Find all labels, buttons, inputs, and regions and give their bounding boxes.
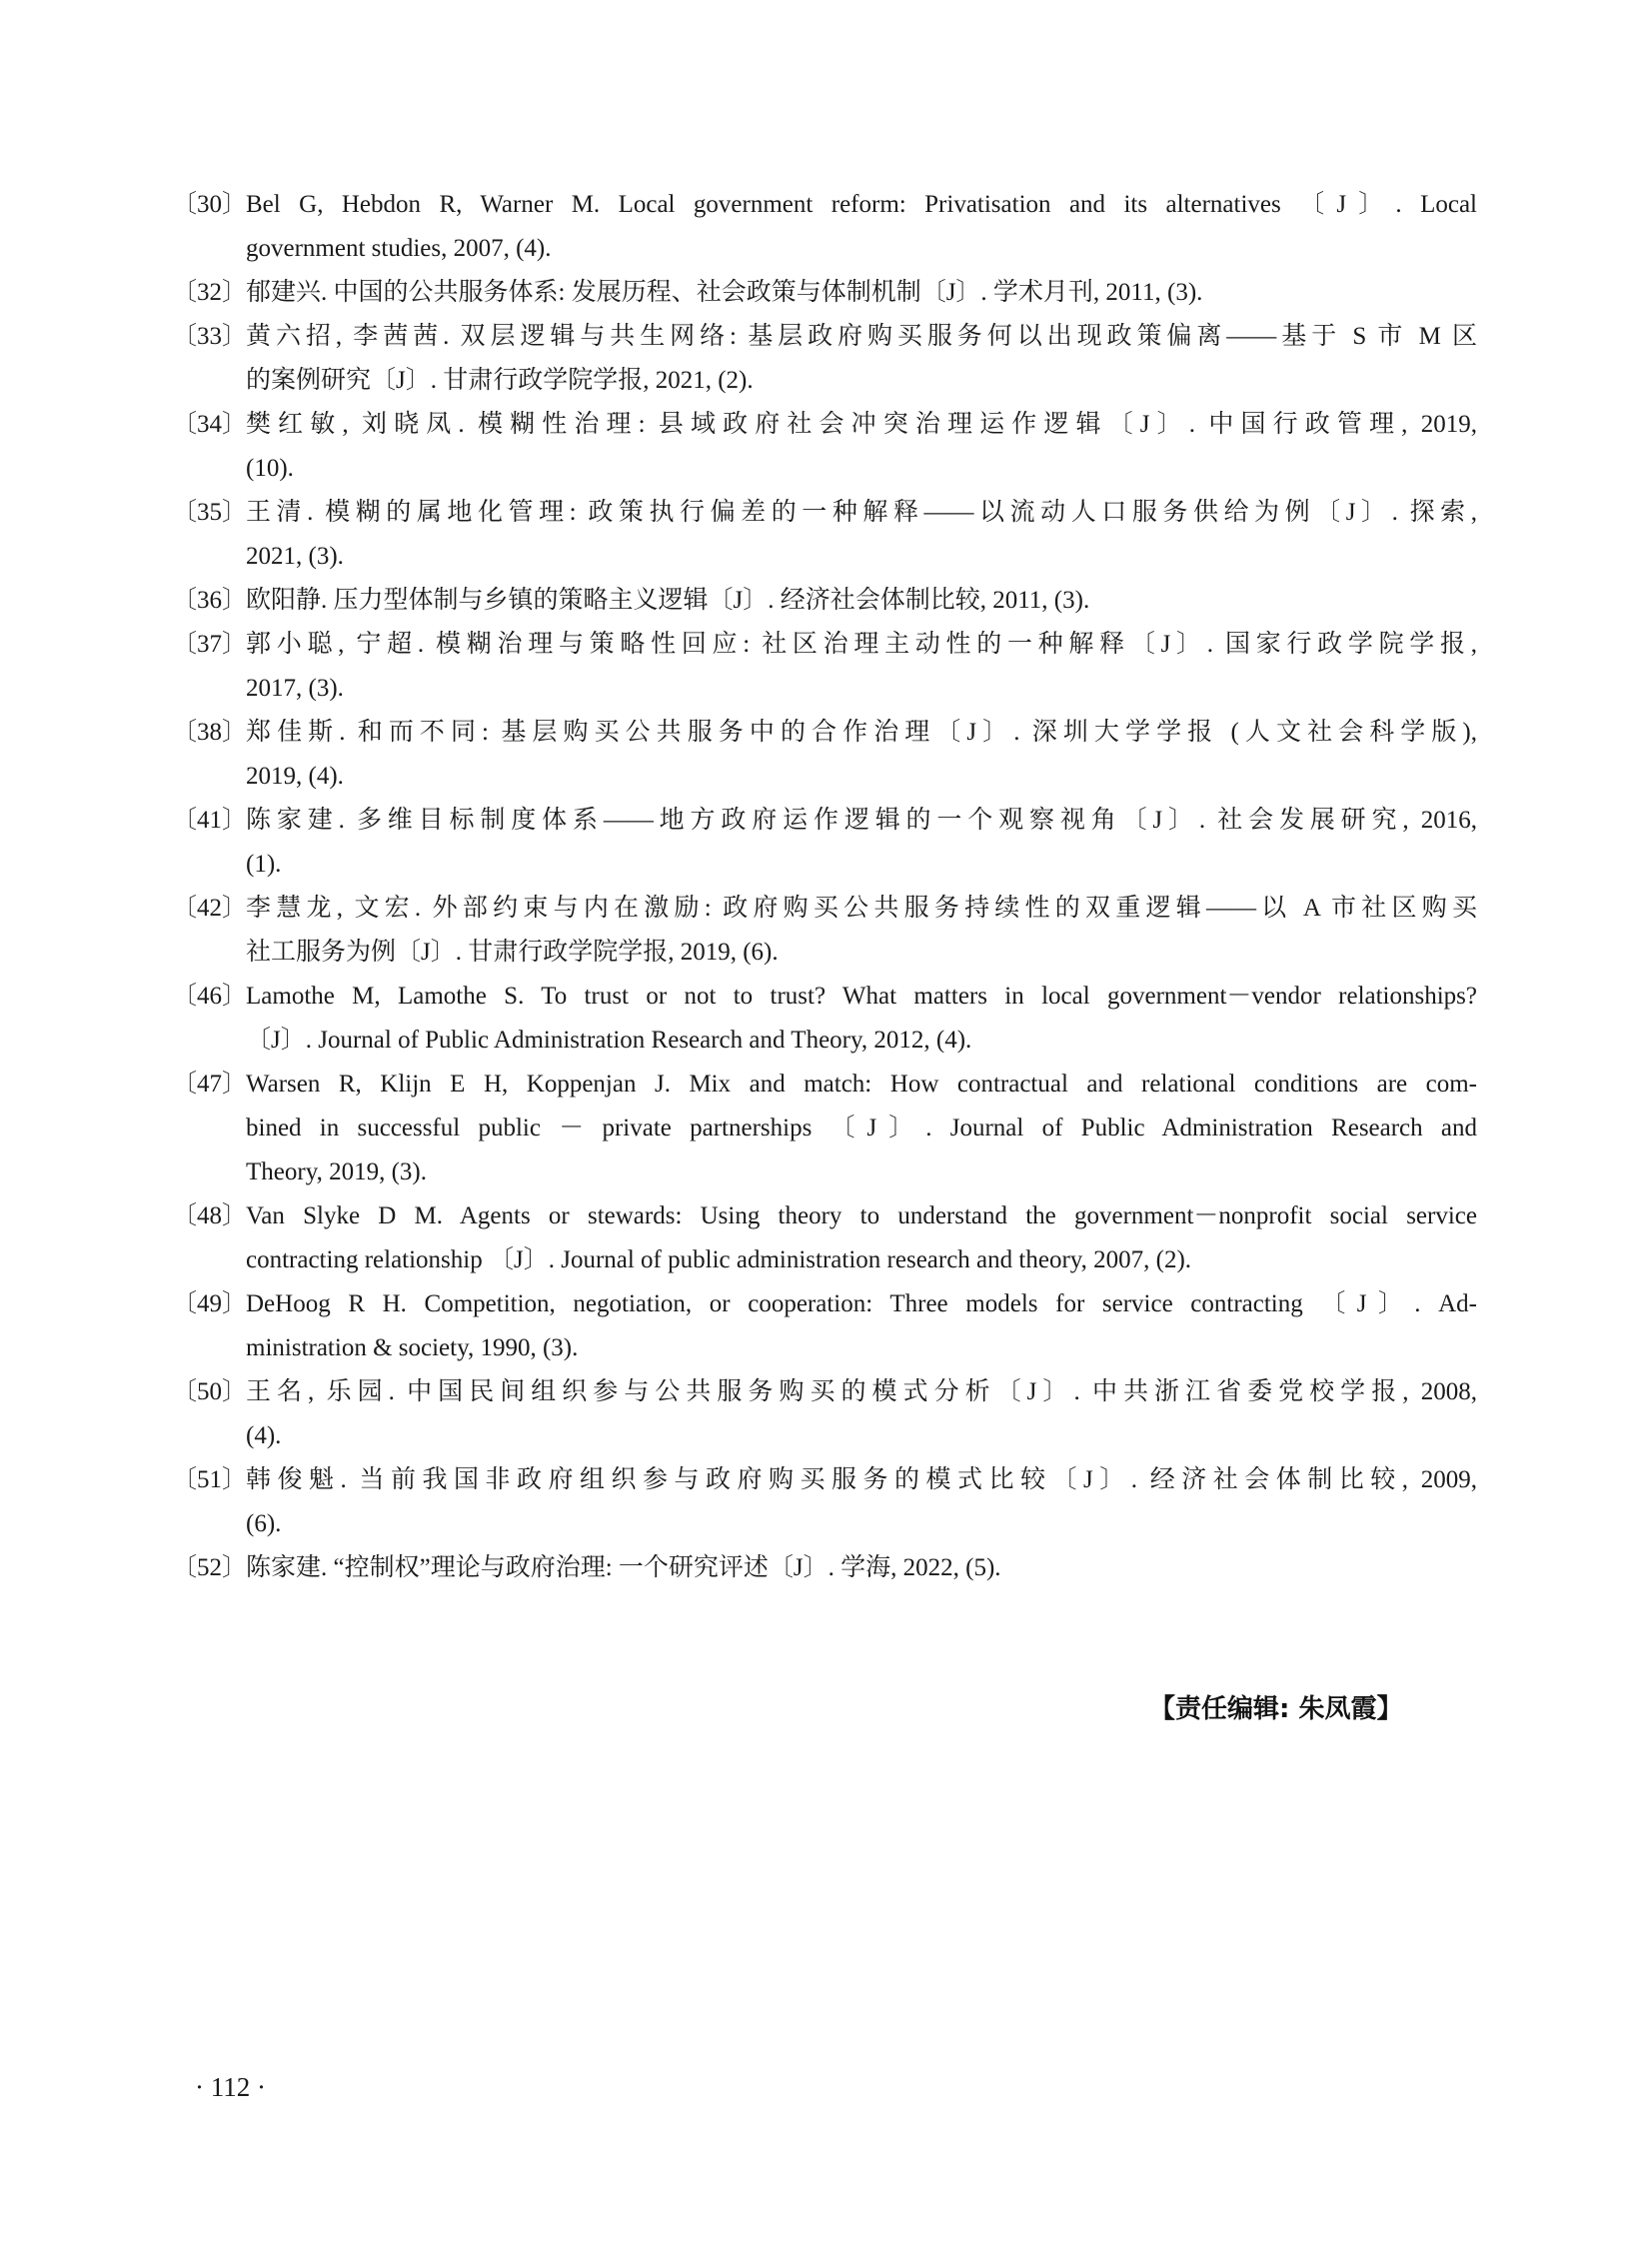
reference-number: 〔47〕 [172, 1071, 248, 1098]
reference-text-line: 陈家建. 多维目标制度体系——地方政府运作逻辑的一个观察视角〔J〕. 社会发展研究, 2016, [246, 807, 1477, 834]
reference-text-line: DeHoog R H. Competition, negotiation, or cooperation: Three models for service contracting 〔J〕. Ad- [246, 1290, 1477, 1317]
reference-text-line: 的案例研究〔J〕. 甘肃行政学院学报, 2021, (2). [246, 367, 754, 394]
reference-text-line: 郑佳斯. 和而不同: 基层购买公共服务中的合作治理〔J〕. 深圳大学学报 (人文社会科学版), [246, 719, 1477, 746]
reference-number: 〔48〕 [172, 1202, 248, 1229]
reference-text-line: (1). [246, 851, 282, 878]
reference-text-line: Van Slyke D M. Agents or stewards: Using theory to understand the government－nonprofit social service [246, 1202, 1477, 1229]
reference-text-line: 欧阳静. 压力型体制与乡镇的策略主义逻辑〔J〕. 经济社会体制比较, 2011, (3). [246, 587, 1090, 614]
reference-text-line: ministration & society, 1990, (3). [246, 1334, 579, 1361]
reference-text-line: 郭小聪, 宁超. 模糊治理与策略性回应: 社区治理主动性的一种解释〔J〕. 国家行政学院学报, [246, 631, 1477, 658]
reference-text-line: 〔J〕. Journal of Public Administration Research and Theory, 2012, (4). [246, 1027, 972, 1054]
reference-text-line: 王清. 模糊的属地化管理: 政策执行偏差的一种解释——以流动人口服务供给为例〔J〕. 探索, [246, 499, 1477, 526]
reference-text-line: government studies, 2007, (4). [246, 235, 552, 262]
reference-number: 〔32〕 [172, 279, 248, 306]
reference-text-line: 社工服务为例〔J〕. 甘肃行政学院学报, 2019, (6). [246, 939, 779, 966]
reference-text-line: 王名, 乐园. 中国民间组织参与公共服务购买的模式分析〔J〕. 中共浙江省委党校学报, 2008, [246, 1378, 1477, 1405]
responsible-editor: 【责任编辑: 朱凤霞】 [1149, 1694, 1403, 1724]
reference-text-line: 黄六招, 李茜茜. 双层逻辑与共生网络: 基层政府购买服务何以出现政策偏离——基于 S 市 M 区 [246, 323, 1477, 350]
reference-text-line: (4). [246, 1422, 282, 1449]
reference-number: 〔50〕 [172, 1378, 248, 1405]
reference-number: 〔51〕 [172, 1466, 248, 1493]
reference-number: 〔34〕 [172, 411, 248, 438]
reference-text-line: contracting relationship 〔J〕. Journal of public administration research and theory, 2007, (2). [246, 1246, 1192, 1273]
reference-number: 〔35〕 [172, 499, 248, 526]
reference-number: 〔30〕 [172, 191, 248, 218]
reference-text-line: 陈家建. “控制权”理论与政府治理: 一个研究评述〔J〕. 学海, 2022, (5). [246, 1554, 1001, 1581]
reference-text-line: 韩俊魁. 当前我国非政府组织参与政府购买服务的模式比较〔J〕. 经济社会体制比较, 2009, [246, 1466, 1477, 1493]
reference-text-line: 李慧龙, 文宏. 外部约束与内在激励: 政府购买公共服务持续性的双重逻辑——以 A 市社区购买 [246, 895, 1477, 922]
reference-number: 〔42〕 [172, 895, 248, 922]
reference-text-line: (6). [246, 1510, 282, 1537]
reference-text-line: Theory, 2019, (3). [246, 1158, 427, 1185]
reference-text-line: Bel G, Hebdon R, Warner M. Local government reform: Privatisation and its alternatives 〔J〕. Local [246, 191, 1477, 218]
reference-text-line: 2019, (4). [246, 763, 344, 790]
reference-text-line: Warsen R, Klijn E H, Koppenjan J. Mix and match: How contractual and relational conditions are com- [246, 1071, 1477, 1098]
reference-text-line: 樊红敏, 刘晓凤. 模糊性治理: 县域政府社会冲突治理运作逻辑〔J〕. 中国行政管理, 2019, [246, 411, 1477, 438]
reference-text-line: 2021, (3). [246, 543, 344, 570]
reference-number: 〔36〕 [172, 587, 248, 614]
page-number: · 112 · [195, 2072, 266, 2102]
reference-number: 〔33〕 [172, 323, 248, 350]
reference-number: 〔46〕 [172, 983, 248, 1010]
reference-number: 〔41〕 [172, 807, 248, 834]
reference-text-line: 2017, (3). [246, 675, 344, 702]
reference-number: 〔37〕 [172, 631, 248, 658]
reference-number: 〔49〕 [172, 1290, 248, 1317]
reference-number: 〔38〕 [172, 719, 248, 746]
reference-text-line: (10). [246, 455, 294, 482]
reference-text-line: bined in successful public － private partnerships 〔J〕. Journal of Public Administration Research and [246, 1115, 1477, 1141]
reference-number: 〔52〕 [172, 1554, 248, 1581]
reference-text-line: 郁建兴. 中国的公共服务体系: 发展历程、社会政策与体制机制〔J〕. 学术月刊, 2011, (3). [246, 279, 1203, 306]
reference-text-line: Lamothe M, Lamothe S. To trust or not to trust? What matters in local government－vendor relationships? [246, 983, 1477, 1010]
